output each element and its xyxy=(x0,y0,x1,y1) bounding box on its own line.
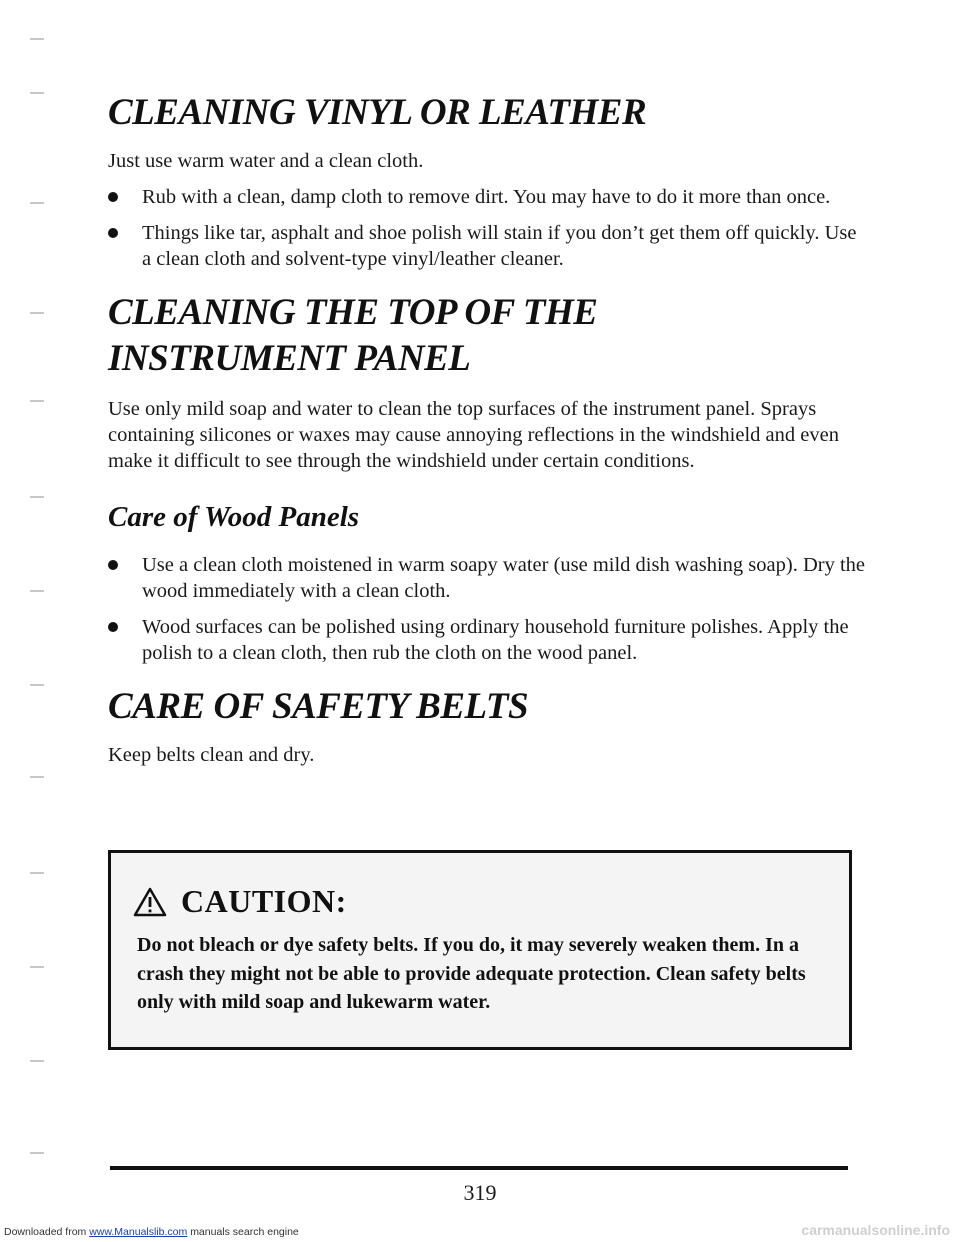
bullet-text: Things like tar, asphalt and shoe polish will stain if you don’t get them off quickly. Use a clean cloth and solvent-type vinyl/leather cleaner. xyxy=(142,222,857,270)
site-watermark: carmanualsonline.info xyxy=(801,1222,950,1238)
caution-box xyxy=(108,850,852,1050)
margin-mark xyxy=(30,776,44,778)
list-item xyxy=(108,184,868,210)
footer-rule xyxy=(110,1166,848,1170)
watermark-prefix: Downloaded from xyxy=(4,1226,87,1238)
heading-wood-panels: Care of Wood Panels xyxy=(108,501,360,533)
list-item xyxy=(108,220,868,272)
vinyl-intro: Just use warm water and a clean cloth. xyxy=(108,150,424,172)
margin-mark xyxy=(30,92,44,94)
bullet-icon xyxy=(108,560,118,570)
bullet-icon xyxy=(108,192,118,202)
vinyl-bullet-list xyxy=(108,184,868,272)
margin-mark xyxy=(30,684,44,686)
margin-mark xyxy=(30,872,44,874)
caution-text: Do not bleach or dye safety belts. If you do, it may severely weaken them. In a crash they might not be able to provide adequate protection. Clean safety belts only with mild soap and lukewarm water. xyxy=(137,934,806,1013)
margin-mark xyxy=(30,400,44,402)
manualslib-link[interactable]: www.Manualslib.com xyxy=(89,1226,188,1238)
heading-vinyl-leather: CLEANING VINYL OR LEATHER xyxy=(108,92,647,133)
page-content xyxy=(108,92,868,768)
download-watermark xyxy=(4,1226,299,1238)
bullet-text: Rub with a clean, damp cloth to remove dirt. You may have to do it more than once. xyxy=(142,186,831,208)
heading-safety-belts: CARE OF SAFETY BELTS xyxy=(108,686,529,727)
margin-mark xyxy=(30,966,44,968)
wood-bullet-list xyxy=(108,552,868,666)
margin-mark xyxy=(30,496,44,498)
safety-belts-intro: Keep belts clean and dry. xyxy=(108,744,315,766)
caution-header xyxy=(133,883,347,920)
list-item xyxy=(108,614,868,666)
bullet-icon xyxy=(108,228,118,238)
margin-mark xyxy=(30,590,44,592)
heading-instrument-panel-line2: INSTRUMENT PANEL xyxy=(108,338,471,379)
instrument-panel-body: Use only mild soap and water to clean the top surfaces of the instrument panel. Sprays containing silicones or waxes may cause annoying reflections in the windshield and even make it difficult to see through the windshield under certain conditions. xyxy=(108,398,839,472)
margin-mark xyxy=(30,202,44,204)
bullet-text: Wood surfaces can be polished using ordinary household furniture polishes. Apply the polish to a clean cloth, then rub the cloth on the wood panel. xyxy=(142,616,849,664)
margin-mark xyxy=(30,1152,44,1154)
bullet-text: Use a clean cloth moistened in warm soapy water (use mild dish washing soap). Dry the wood immediately with a clean cloth. xyxy=(142,554,866,602)
warning-triangle-icon xyxy=(133,887,167,917)
margin-mark xyxy=(30,312,44,314)
page-number: 319 xyxy=(463,1180,497,1205)
watermark-suffix: manuals search engine xyxy=(190,1226,299,1238)
caution-title: CAUTION: xyxy=(181,883,347,919)
margin-mark xyxy=(30,38,44,40)
list-item xyxy=(108,552,868,604)
bullet-icon xyxy=(108,622,118,632)
margin-mark xyxy=(30,1060,44,1062)
heading-instrument-panel-line1: CLEANING THE TOP OF THE xyxy=(108,292,598,333)
